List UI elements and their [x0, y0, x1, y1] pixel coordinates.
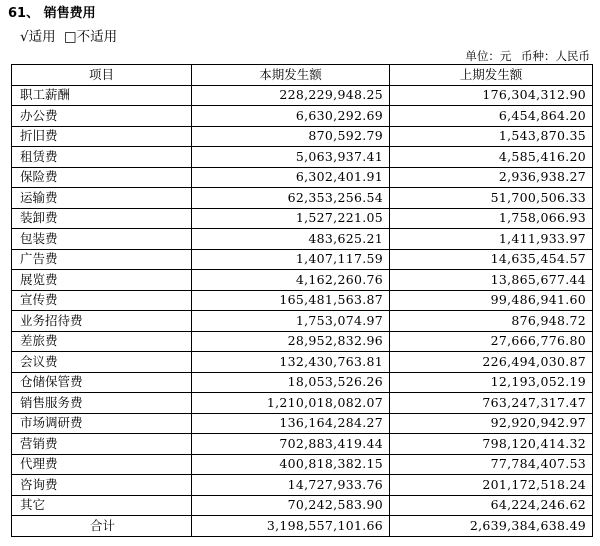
row-prior-value: 1,543,870.35: [390, 126, 593, 147]
table-row: [12, 352, 593, 373]
row-item-name: 其它: [12, 495, 192, 516]
table-row: [12, 434, 593, 455]
row-prior-value: 876,948.72: [390, 311, 593, 332]
table-total-row: [12, 516, 593, 537]
row-item-name: 营销费: [12, 434, 192, 455]
row-prior-value: 4,585,416.20: [390, 147, 593, 168]
row-item-name: 职工薪酬: [12, 85, 192, 106]
table-row: [12, 249, 593, 270]
table-row: [12, 106, 593, 127]
row-item-name: 差旅费: [12, 331, 192, 352]
row-current-value: 228,229,948.25: [192, 85, 390, 106]
table-row: [12, 475, 593, 496]
row-current-value: 165,481,563.87: [192, 290, 390, 311]
table-row: [12, 393, 593, 414]
sales-expense-table: [11, 64, 593, 537]
row-item-name: 销售服务费: [12, 393, 192, 414]
row-current-value: 5,063,937.41: [192, 147, 390, 168]
row-prior-value: 176,304,312.90: [390, 85, 593, 106]
row-item-name: 市场调研费: [12, 413, 192, 434]
row-current-value: 4,162,260.76: [192, 270, 390, 291]
row-current-value: 18,053,526.26: [192, 372, 390, 393]
applicable-option: √适用: [20, 29, 56, 45]
row-current-value: 870,592.79: [192, 126, 390, 147]
row-item-name: 广告费: [12, 249, 192, 270]
row-prior-value: 6,454,864.20: [390, 106, 593, 127]
row-item-name: 租赁费: [12, 147, 192, 168]
total-prior: 2,639,384,638.49: [390, 516, 593, 537]
row-prior-value: 763,247,317.47: [390, 393, 593, 414]
total-current: 3,198,557,101.66: [192, 516, 390, 537]
row-current-value: 6,630,292.69: [192, 106, 390, 127]
row-prior-value: 27,666,776.80: [390, 331, 593, 352]
row-item-name: 保险费: [12, 167, 192, 188]
row-current-value: 702,883,419.44: [192, 434, 390, 455]
row-item-name: 折旧费: [12, 126, 192, 147]
not-applicable-option: □不适用: [63, 29, 118, 45]
row-item-name: 办公费: [12, 106, 192, 127]
row-item-name: 展览费: [12, 270, 192, 291]
header-current-period: 本期发生额: [192, 65, 390, 86]
table-row: [12, 331, 593, 352]
row-current-value: 1,407,117.59: [192, 249, 390, 270]
row-prior-value: 12,193,052.19: [390, 372, 593, 393]
row-item-name: 包装费: [12, 229, 192, 250]
table-row: [12, 495, 593, 516]
row-current-value: 70,242,583.90: [192, 495, 390, 516]
row-current-value: 28,952,832.96: [192, 331, 390, 352]
section-title: 61、 销售费用: [8, 6, 96, 21]
row-item-name: 会议费: [12, 352, 192, 373]
row-current-value: 6,302,401.91: [192, 167, 390, 188]
table-row: [12, 85, 593, 106]
row-prior-value: 201,172,518.24: [390, 475, 593, 496]
row-item-name: 代理费: [12, 454, 192, 475]
row-current-value: 14,727,933.76: [192, 475, 390, 496]
row-current-value: 1,527,221.05: [192, 208, 390, 229]
row-current-value: 62,353,256.54: [192, 188, 390, 209]
header-prior-period: 上期发生额: [390, 65, 593, 86]
row-prior-value: 2,936,938.27: [390, 167, 593, 188]
row-prior-value: 77,784,407.53: [390, 454, 593, 475]
table-row: [12, 167, 593, 188]
row-prior-value: 14,635,454.57: [390, 249, 593, 270]
row-current-value: 1,210,018,082.07: [192, 393, 390, 414]
table-row: [12, 413, 593, 434]
unit-currency-note: 单位：元 币种：人民币: [465, 49, 590, 63]
row-item-name: 宣传费: [12, 290, 192, 311]
row-prior-value: 798,120,414.32: [390, 434, 593, 455]
table-row: [12, 229, 593, 250]
table-header-row: [12, 65, 593, 86]
row-prior-value: 92,920,942.97: [390, 413, 593, 434]
row-item-name: 装卸费: [12, 208, 192, 229]
table-row: [12, 208, 593, 229]
table-row: [12, 147, 593, 168]
applicability-options: [20, 27, 121, 47]
row-current-value: 132,430,763.81: [192, 352, 390, 373]
row-current-value: 400,818,382.15: [192, 454, 390, 475]
total-label: 合计: [12, 516, 192, 537]
table-row: [12, 372, 593, 393]
row-current-value: 136,164,284.27: [192, 413, 390, 434]
row-item-name: 咨询费: [12, 475, 192, 496]
row-current-value: 483,625.21: [192, 229, 390, 250]
row-item-name: 运输费: [12, 188, 192, 209]
row-prior-value: 1,411,933.97: [390, 229, 593, 250]
row-item-name: 业务招待费: [12, 311, 192, 332]
table-row: [12, 188, 593, 209]
table-row: [12, 270, 593, 291]
table-row: [12, 290, 593, 311]
table-row: [12, 454, 593, 475]
table-row: [12, 311, 593, 332]
row-item-name: 仓储保管费: [12, 372, 192, 393]
row-prior-value: 51,700,506.33: [390, 188, 593, 209]
row-current-value: 1,753,074.97: [192, 311, 390, 332]
header-item: 项目: [12, 65, 192, 86]
row-prior-value: 64,224,246.62: [390, 495, 593, 516]
row-prior-value: 13,865,677.44: [390, 270, 593, 291]
table-row: [12, 126, 593, 147]
row-prior-value: 1,758,066.93: [390, 208, 593, 229]
row-prior-value: 99,486,941.60: [390, 290, 593, 311]
row-prior-value: 226,494,030.87: [390, 352, 593, 373]
